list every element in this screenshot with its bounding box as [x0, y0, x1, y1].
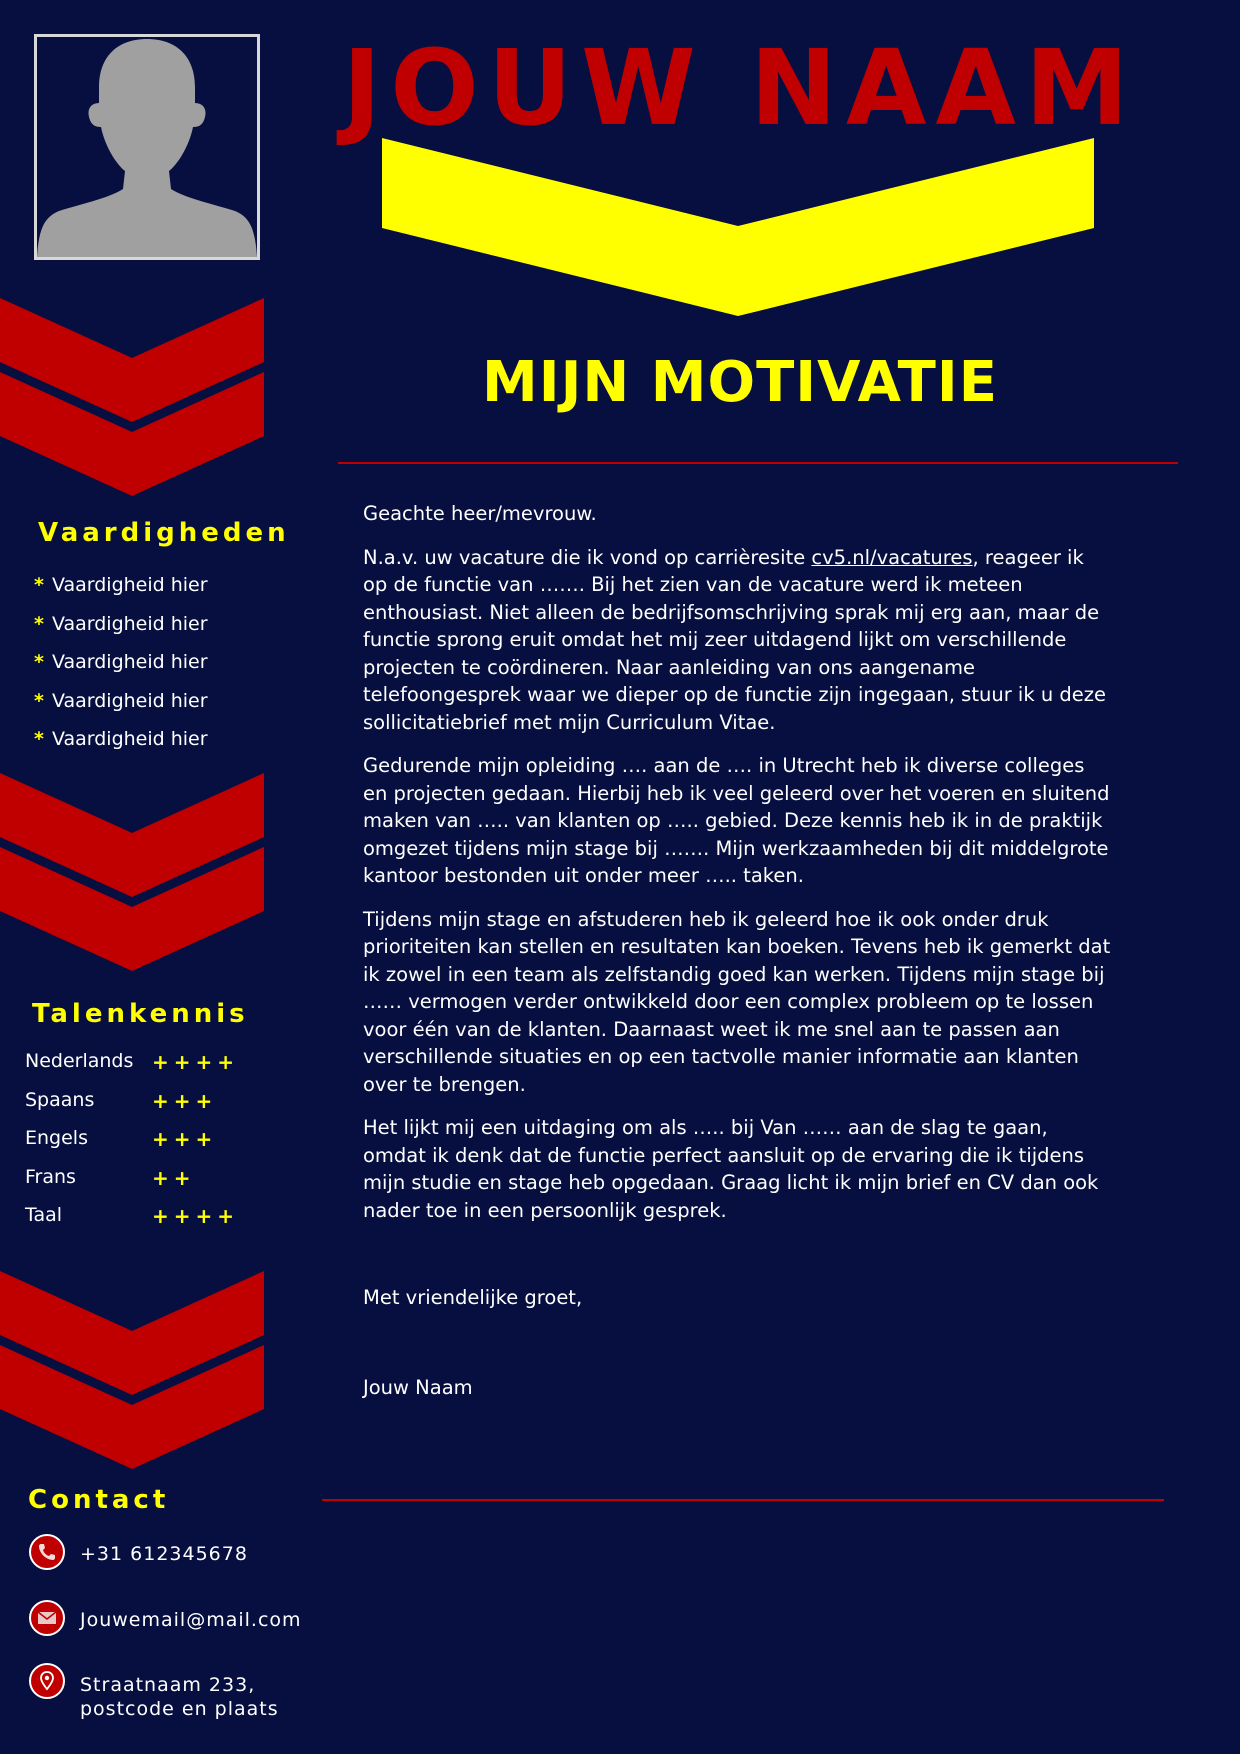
language-name: Nederlands [25, 1050, 134, 1072]
skills-heading: Vaardigheden [38, 518, 290, 548]
skill-item: * Vaardigheid hier [34, 651, 208, 673]
chevron-decoration-3 [0, 1271, 264, 1471]
language-name: Engels [25, 1127, 88, 1149]
letter-salutation: Geachte heer/mevrouw. [363, 502, 597, 525]
skill-item: * Vaardigheid hier [34, 728, 208, 750]
profile-photo [34, 34, 260, 260]
header-chevron-decoration [382, 136, 1094, 318]
chevron-decoration-2 [0, 773, 264, 973]
section-title: MIJN MOTIVATIE [482, 350, 998, 415]
avatar-silhouette-icon [37, 37, 257, 257]
letter-paragraph-2: Gedurende mijn opleiding …. aan de …. in Utrecht heb ik diverse colleges en projecten gedaan. Hierbij heb ik veel geleerd over het voeren en sluitend maken van ….. van klanten op ….. gebied. Deze kennis heb ik in de praktijk omgezet tijdens mijn stage bij ……. Mijn werkzaamheden bij dit middelgrote kantoor bestonden uit onder meer ….. taken. [363, 754, 1110, 887]
language-level: +++ [152, 1089, 218, 1113]
vacatures-link[interactable]: cv5.nl/vacatures [811, 545, 973, 569]
language-name: Frans [25, 1166, 76, 1188]
skill-item: * Vaardigheid hier [34, 613, 208, 635]
language-name: Taal [25, 1204, 63, 1226]
location-pin-icon [29, 1663, 65, 1699]
applicant-name: JOUW NAAM [342, 27, 1138, 149]
skill-item: * Vaardigheid hier [34, 690, 208, 712]
contact-email: Jouwemail@mail.com [80, 1609, 302, 1631]
contact-phone: +31 612345678 [80, 1543, 248, 1565]
letter-body [363, 500, 1113, 1417]
language-level: ++ [152, 1166, 196, 1190]
letter-paragraph-4: Het lijkt mij een uitdaging om als ….. bij Van …… aan de slag te gaan, omdat ik denk dat de functie perfect aansluit op de ervaring die ik tijdens mijn studie en stage heb opgedaan. Graag licht ik mijn brief en CV dan ook nader toe in een persoonlijk gesprek. [363, 1116, 1099, 1222]
contact-address [80, 1673, 279, 1721]
languages-heading: Talenkennis [32, 999, 249, 1029]
phone-icon [29, 1534, 65, 1570]
email-icon [29, 1600, 65, 1636]
language-level: ++++ [152, 1050, 240, 1074]
language-level: ++++ [152, 1204, 240, 1228]
divider-top [338, 462, 1178, 464]
address-line-1: Straatnaam 233, [80, 1674, 256, 1696]
divider-bottom [322, 1499, 1164, 1501]
address-line-2: postcode en plaats [80, 1698, 279, 1720]
letter-paragraph-1: N.a.v. uw vacature die ik vond op carrièresite cv5.nl/vacatures, reageer ik op de functie van ……. Bij het zien van de vacature werd ik meteen enthousiast. Niet alleen de bedrijfsomschrijving sprak mij erg aan, maar de functie sprong eruit omdat het mij zeer uitdagend lijkt om verschillende projecten te coördineren. Naar aanleiding van ons aangename telefoongesprek waar we dieper op de functie zijn ingegaan, stuur ik u deze sollicitatiebrief met mijn Curriculum Vitae. [363, 545, 1106, 734]
language-level: +++ [152, 1127, 218, 1151]
chevron-decoration-1 [0, 298, 264, 498]
letter-closing: Met vriendelijke groet, [363, 1286, 583, 1309]
contact-heading: Contact [28, 1485, 170, 1515]
letter-paragraph-3: Tijdens mijn stage en afstuderen heb ik geleerd hoe ik ook onder druk prioriteiten kan stellen en resultaten kan boeken. Tevens heb ik gemerkt dat ik zowel in een team als zelfstandig goed kan werken. Tijdens mijn stage bij …… vermogen verder ontwikkeld door een complex probleem op te lossen voor één van de klanten. Daarnaast weet ik me snel aan te passen aan verschillende situaties en op een tactvolle manier informatie aan klanten over te brengen. [363, 907, 1111, 1096]
skill-item: * Vaardigheid hier [34, 574, 208, 596]
language-name: Spaans [25, 1089, 95, 1111]
letter-signature: Jouw Naam [363, 1375, 473, 1399]
